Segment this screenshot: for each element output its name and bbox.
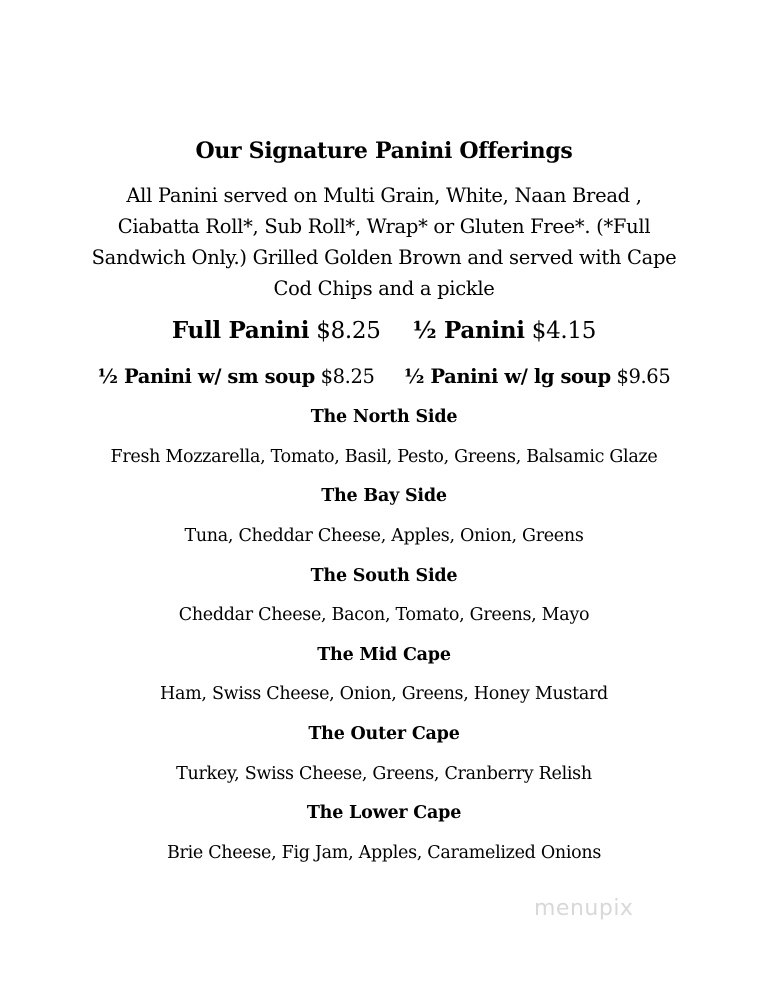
price-row-soup-combos: [0, 365, 768, 388]
menupix-watermark: menupix: [534, 896, 634, 921]
item-desc-mid-cape: Ham, Swiss Cheese, Onion, Greens, Honey Mustard: [160, 684, 608, 704]
intro-line-4: Cod Chips and a pickle: [273, 277, 495, 300]
item-name-north-side: The North Side: [310, 407, 458, 427]
item-desc-south-side: Cheddar Cheese, Bacon, Tomato, Greens, Mayo: [178, 605, 590, 625]
item-desc-bay-side: Tuna, Cheddar Cheese, Apples, Onion, Greens: [184, 526, 584, 546]
intro-line-3: Sandwich Only.) Grilled Golden Brown and served with Cape: [91, 246, 677, 269]
item-name-outer-cape: The Outer Cape: [308, 724, 460, 744]
intro-line-2: Ciabatta Roll*, Sub Roll*, Wrap* or Gluten Free*. (*Full: [117, 215, 651, 238]
half-panini-label: ½ Panini: [412, 317, 525, 344]
item-desc-north-side: Fresh Mozzarella, Tomato, Basil, Pesto, Greens, Balsamic Glaze: [110, 447, 658, 467]
half-lg-soup-label: ½ Panini w/ lg soup: [404, 365, 611, 388]
page-title: Our Signature Panini Offerings: [195, 138, 573, 164]
intro-line-1: All Panini served on Multi Grain, White, Naan Bread ,: [126, 184, 642, 207]
full-panini-label: Full Panini: [171, 317, 310, 344]
price-row-full-half: [0, 317, 768, 344]
item-name-bay-side: The Bay Side: [321, 486, 447, 506]
item-name-mid-cape: The Mid Cape: [317, 645, 451, 665]
item-desc-lower-cape: Brie Cheese, Fig Jam, Apples, Caramelized Onions: [166, 843, 602, 863]
half-sm-soup-label: ½ Panini w/ sm soup: [97, 365, 315, 388]
full-panini-price: $8.25: [316, 318, 381, 344]
half-panini-price: $4.15: [531, 318, 597, 344]
half-lg-soup-price: $9.65: [616, 365, 671, 388]
item-desc-outer-cape: Turkey, Swiss Cheese, Greens, Cranberry Relish: [176, 764, 592, 784]
half-sm-soup-price: $8.25: [320, 365, 375, 388]
item-name-lower-cape: The Lower Cape: [306, 803, 462, 823]
item-name-south-side: The South Side: [310, 566, 458, 586]
